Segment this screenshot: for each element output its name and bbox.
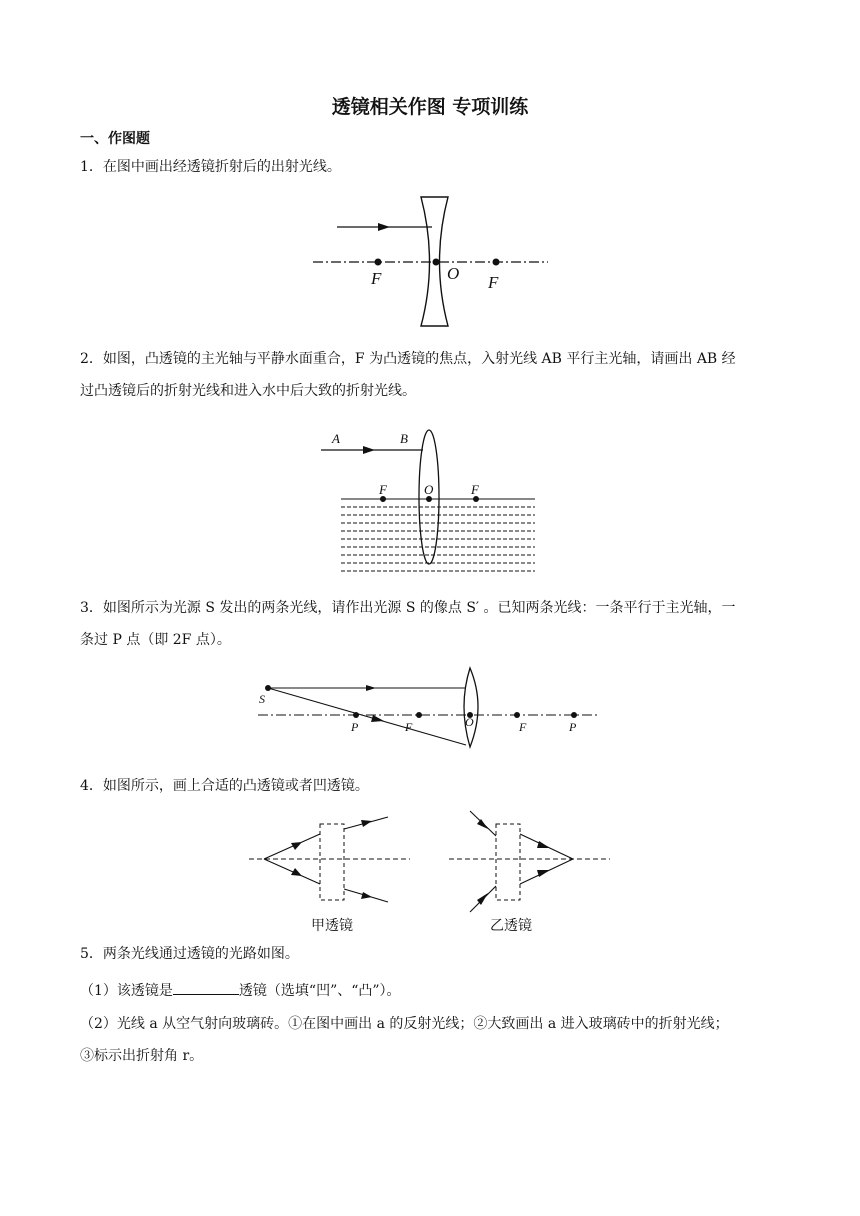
question-5-text: 5．两条光线通过透镜的光路如图。 xyxy=(80,946,299,962)
question-2-line2: 过凸透镜后的折射光线和进入水中后大致的折射光线。 xyxy=(80,383,416,399)
label-o: O xyxy=(447,264,460,283)
label-f-left: F xyxy=(371,269,382,288)
caption-right: 乙透镜 xyxy=(490,918,532,934)
label-o: O xyxy=(465,715,474,729)
lens-box-right xyxy=(496,824,520,900)
label-p-right: P xyxy=(569,720,577,734)
question-1-text: 1．在图中画出经透镜折射后的出射光线。 xyxy=(80,159,341,175)
page-title: 透镜相关作图 专项训练 xyxy=(331,96,529,118)
lens-box-left xyxy=(320,824,344,900)
question-3-line1: 3．如图所示为光源 S 发出的两条光线，请作出光源 S 的像点 S′ 。已知两条光线：一条平行于主光轴，一 xyxy=(80,600,736,616)
label-a: A xyxy=(332,431,340,446)
label-s: S xyxy=(259,692,265,706)
caption-left: 甲透镜 xyxy=(311,918,353,934)
question-5-part2-line1: （2）光线 a 从空气射向玻璃砖。①在图中画出 a 的反射光线；②大致画出 a 进入玻璃砖中的折射光线； xyxy=(80,1016,729,1032)
label-f-left: F xyxy=(405,720,413,734)
label-f-right: F xyxy=(488,273,499,292)
question-5-part2-line2: ③标示出折射角 r。 xyxy=(80,1048,204,1064)
question-3-line2: 条过 P 点（即 2F 点）。 xyxy=(80,632,231,648)
part1-suffix: 透镜（选填“凹”、“凸”）。 xyxy=(238,983,401,999)
label-o: O xyxy=(424,482,434,497)
label-p-left: P xyxy=(351,720,359,734)
question-5-part1 xyxy=(80,980,401,1001)
label-f-left: F xyxy=(379,482,387,497)
answer-blank[interactable] xyxy=(173,980,239,995)
label-b: B xyxy=(400,431,408,446)
part1-prefix: （1）该透镜是 xyxy=(80,983,173,999)
label-f-right: F xyxy=(519,720,527,734)
question-4-text: 4．如图所示，画上合适的凸透镜或者凹透镜。 xyxy=(80,778,369,794)
label-f-right: F xyxy=(471,482,479,497)
question-2-line1: 2．如图，凸透镜的主光轴与平静水面重合，F 为凸透镜的焦点，入射光线 AB 平行主光轴，请画出 AB 经 xyxy=(80,351,736,367)
section-heading: 一、作图题 xyxy=(80,131,150,147)
